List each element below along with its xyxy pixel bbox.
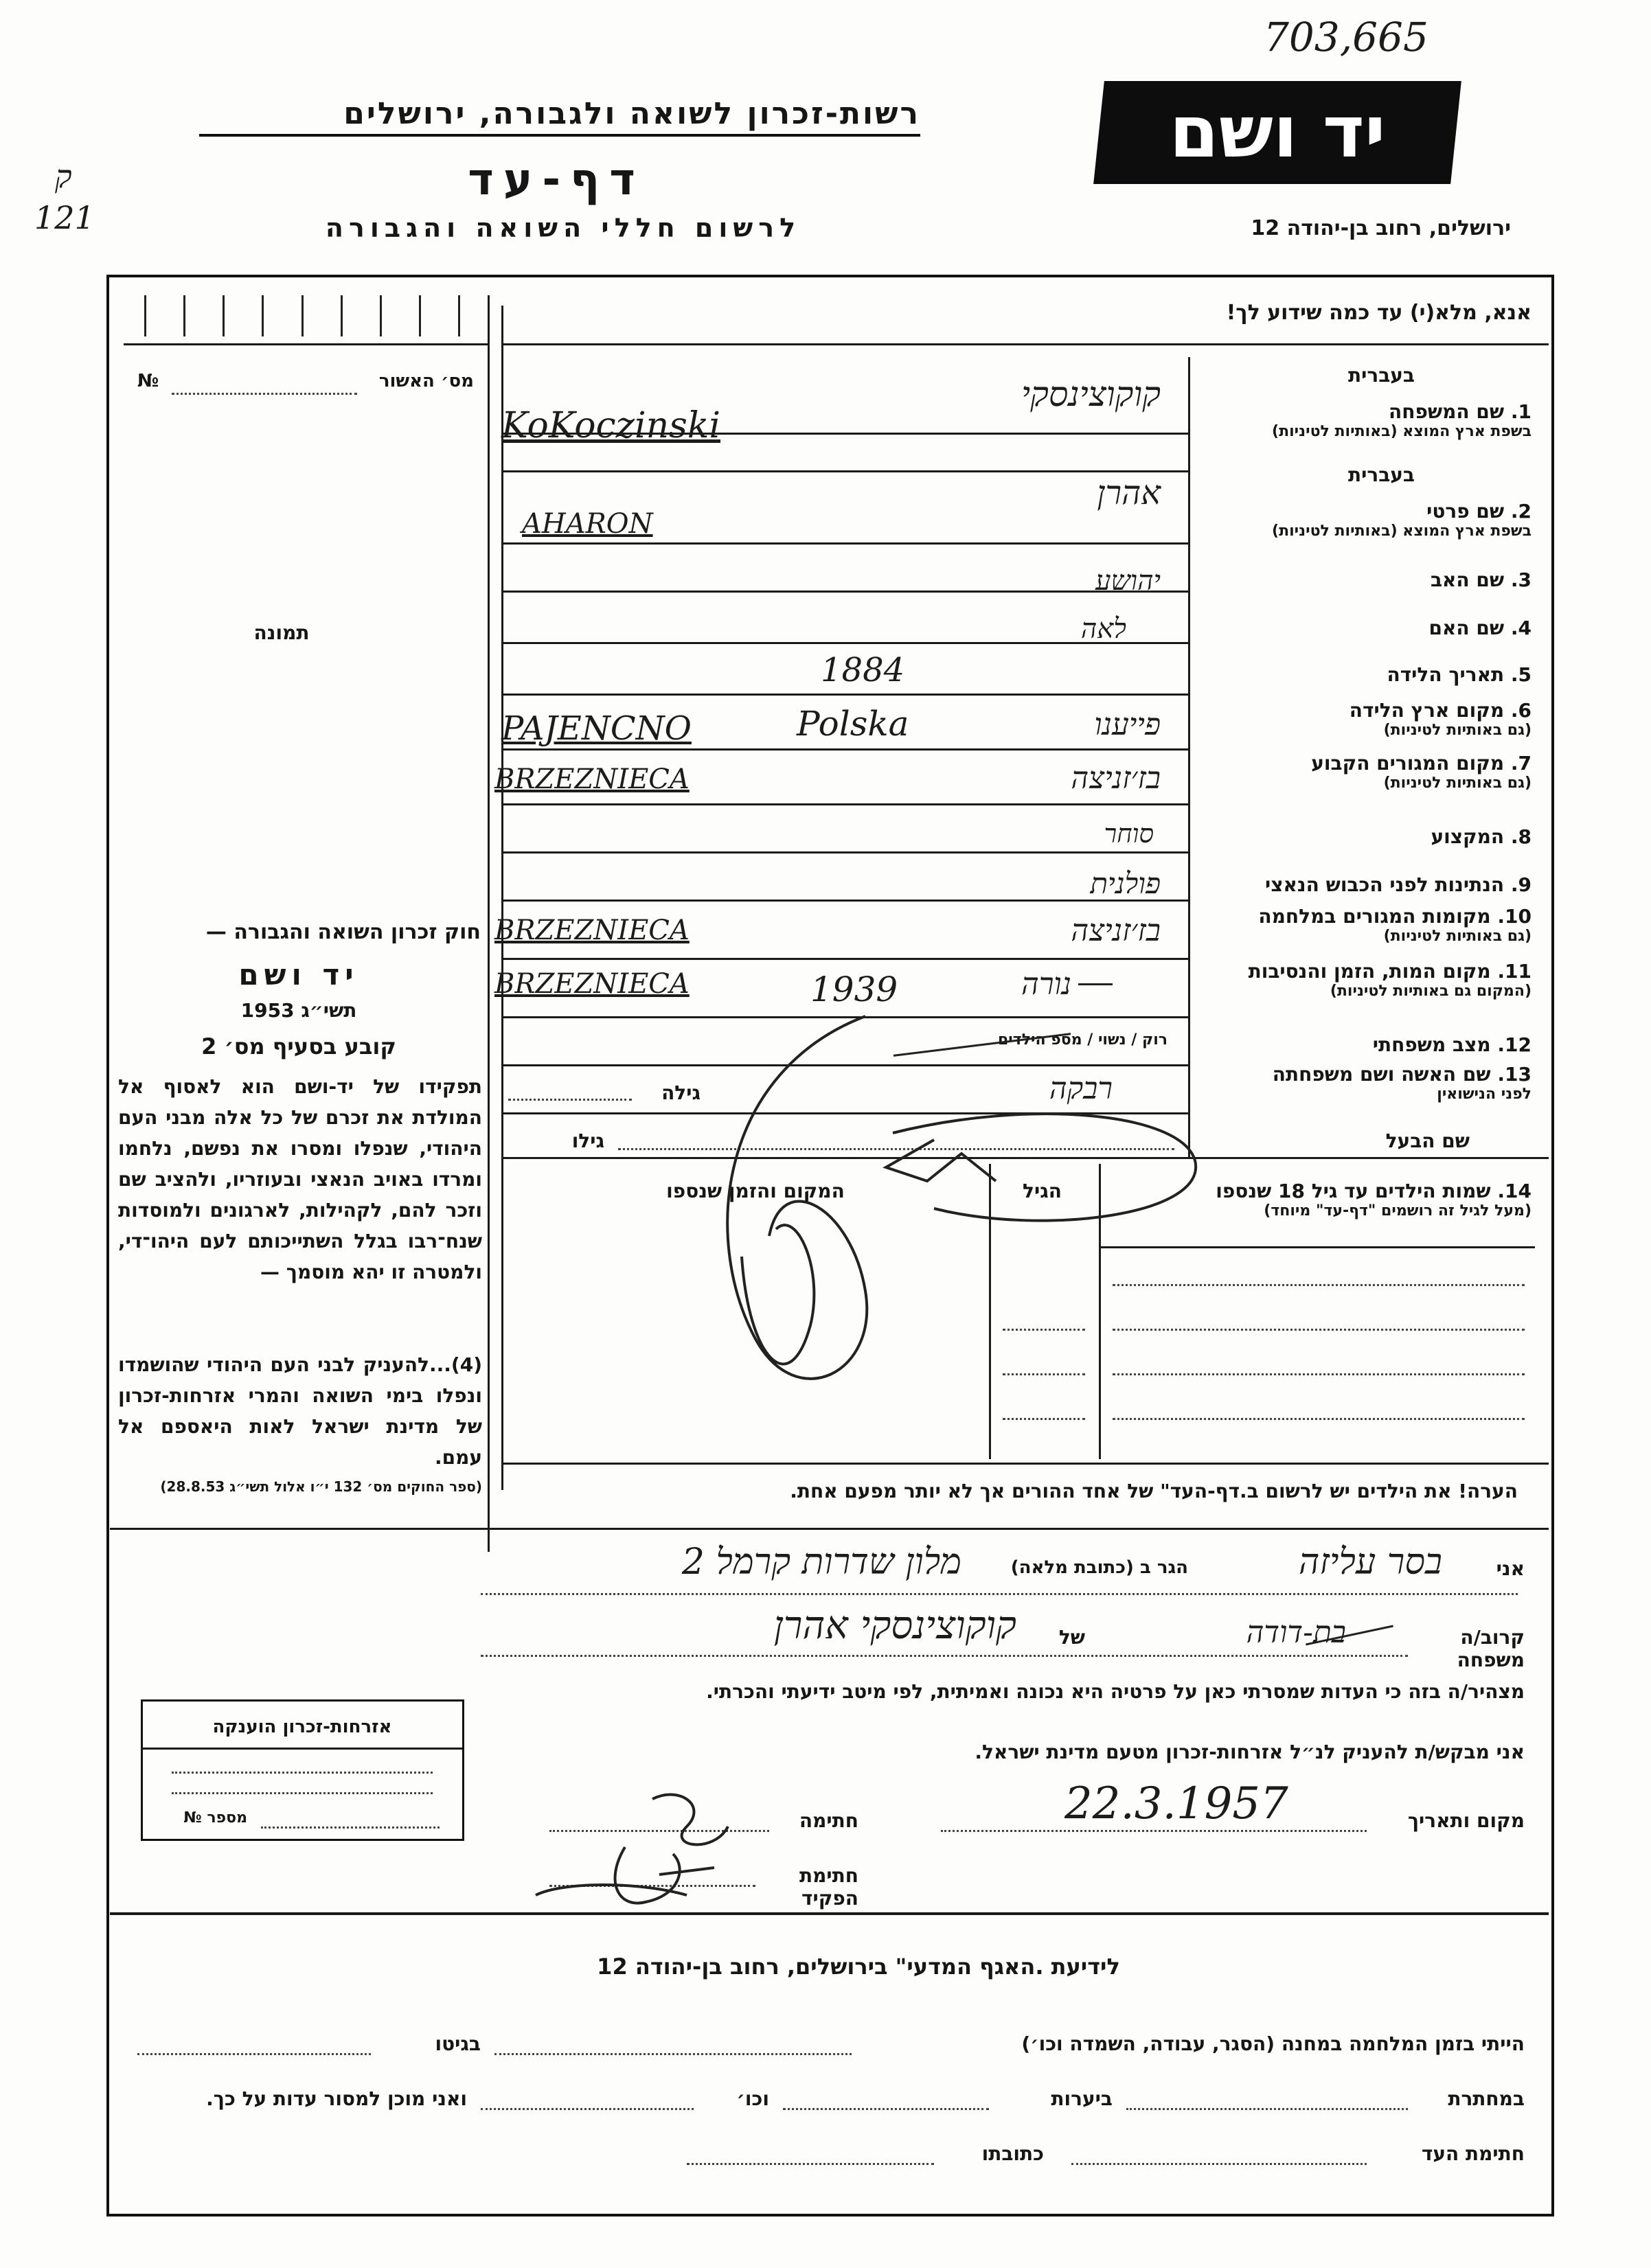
death-circumstances: נורה [1021, 967, 1071, 1002]
residence-latin: BRZEZNIECA [494, 764, 690, 795]
field-8-num: 8. [1510, 825, 1532, 848]
field-6-num: 6. [1510, 699, 1532, 722]
date-value: 22.3.1957 [1064, 1778, 1288, 1829]
field-2-label: שם פרטי [1426, 500, 1505, 523]
declaration-text: מצהיר/ה בזה כי העדות שמסרתי כאן על פרטיה היא נכונה ואמיתית, לפי מיטב ידיעתי והכרתי. [706, 1680, 1525, 1703]
footer-witness-dots [1071, 2163, 1367, 2165]
birthplace-country: Polska [797, 704, 909, 744]
footer-heading: לידיעת .האגף המדעי" בירושלים, רחוב בן-יהודה 12 [597, 1954, 1120, 1980]
field-11-label: מקום המות, הזמן והנסיבות [1248, 960, 1491, 983]
law-reference: (ספר החוקים מס׳ 132 י״ו אלול תשי״ג 28.8.53) [160, 1478, 482, 1495]
field-8-label: המקצוע [1431, 825, 1505, 848]
footer-etc: וכו׳ [736, 2087, 769, 2110]
law-year-he: תשי״ג [301, 999, 357, 1022]
children-label: שמות הילדים עד גיל 18 שנספו [1216, 1180, 1491, 1202]
husband-age-label: גילו [571, 1130, 604, 1152]
field-4-num: 4. [1510, 617, 1532, 639]
citizenship: פולנית [1090, 867, 1161, 900]
death-year: 1939 [810, 970, 898, 1009]
profession: סוחר [1104, 818, 1154, 849]
margin-note-top: ק [55, 158, 72, 195]
wartime-residence-hebrew: בז׳זניצה [1071, 913, 1161, 948]
law-text: תפקידו של יד-ושם הוא לאסוף אל המולדת את זכרם של כל אלה מבני העם היהודי, שנפלו ומסרו את נפשם, נלחמו ומרדו באויב הנאצי ובעוזריו, ולהציב שם וזכר להם, לקהילות, לארגונים ולמוסדות שנח־רבו בגלל השתייכותם לעם היהו־די, ולמטרה זו יהא מוסמך — [118, 1075, 482, 1283]
official-signature-stroke [615, 1847, 714, 1903]
scribble-stroke-4 [886, 1140, 996, 1181]
footer-ghetto-dots [137, 2053, 371, 2055]
field-10-sub: (גם באותיות לטיניות) [1383, 928, 1532, 945]
firstname-hebrew: אהרן [1097, 474, 1161, 512]
field-7-sub: (גם באותיות לטיניות) [1383, 775, 1532, 792]
signature-label: חתימה [799, 1809, 858, 1832]
field-6-label: מקום ארץ הלידה [1349, 699, 1505, 722]
field-2-hebrew-tag: בעברית [1347, 463, 1415, 486]
mother-name: לאה [1080, 613, 1126, 645]
archive-number: 703,665 [1264, 14, 1428, 60]
wife-age-label: גילה [661, 1081, 701, 1104]
field-5-label: תאריך הלידה [1387, 663, 1505, 686]
field-13-num: 13. [1497, 1063, 1532, 1086]
field-10-num: 10. [1497, 905, 1532, 928]
field-13-label: שם האשה ושם משפחתה [1272, 1063, 1491, 1086]
law-name: יד ושם [238, 958, 359, 992]
declarant-signature-stroke [652, 1795, 728, 1845]
footer-forests-dots [783, 2108, 989, 2110]
children-col-age: הגיל [1023, 1180, 1062, 1202]
field-1-sub: בשפת ארץ המוצא (באותיות לטיניות) [1272, 423, 1532, 440]
signature-marks [536, 1795, 728, 1903]
footer-line1-camp: הייתי בזמן המלחמה במחנה (הסגר, עבודה, השמדה וכו׳) [1021, 2032, 1525, 2055]
residence-hebrew: בז׳זניצה [1071, 761, 1161, 796]
field-13-sub: לפני הנישואין [1437, 1086, 1532, 1103]
footer-address-dots [687, 2163, 934, 2165]
surname-hebrew: קוקוצינסקי [1021, 374, 1161, 414]
header-address: ירושלים, רחוב בן-יהודה 12 [1251, 216, 1511, 240]
field-3-label: שם האב [1430, 569, 1505, 591]
law-heading: חוק זכרון השואה והגבורה — [205, 920, 481, 944]
declarant-address: מלון שדרות קרמל 2 [681, 1542, 961, 1583]
law-item-4: (4)...להעניק לבני העם היהודי שהושמדו ונפלו בימי השואה והמרי אזרחות-זכרון של מדינת ישראל לאות היאספם אל עמם. [118, 1353, 482, 1469]
field-10-label: מקומות המגורים במלחמה [1258, 905, 1491, 928]
field-11-sub: (המקום גם באותיות לטיניות) [1330, 983, 1532, 1000]
birth-date: 1884 [821, 651, 905, 689]
relation: בת-דודה [1246, 1615, 1346, 1650]
grant-box-title: אזרחות-זכרון הוענקה [212, 1717, 392, 1737]
of-name: קוקוצינסקי אהרן [773, 1603, 1016, 1648]
approval-label: מס׳ האשור [378, 371, 474, 391]
footer-underground: במחתרת [1448, 2087, 1525, 2110]
wartime-residence-latin: BRZEZNIECA [494, 915, 690, 946]
footer-top-rule [110, 1912, 1549, 1915]
field-2-num: 2. [1510, 500, 1532, 523]
children-num: 14. [1497, 1180, 1532, 1202]
field-7-label: מקום המגורים הקבוע [1311, 752, 1505, 775]
law-clause: קובע בסעיף מס׳ 2 [201, 1033, 396, 1059]
official-signature-label: חתימת הפקיד [799, 1864, 858, 1910]
relative-label: קרוב/ה משפחה [1457, 1626, 1525, 1671]
field-12-num: 12. [1497, 1033, 1532, 1056]
field-4-label: שם האם [1428, 617, 1505, 639]
field-1-label: שם המשפחה [1389, 400, 1505, 423]
father-name: יהושע [1095, 565, 1161, 597]
place-date-label: מקום ותאריך [1407, 1809, 1525, 1832]
surname-latin: KoKoczinski [501, 405, 720, 446]
footer-camp-dots [494, 2053, 852, 2055]
grant-no-label: מספר № [183, 1809, 247, 1826]
birthplace-latin: PAJENCNO [501, 709, 692, 748]
photo-label: תמונה [253, 621, 310, 644]
field-9-label: הנתינות לפני הכבוש הנאצי [1265, 873, 1505, 896]
scribble-stroke-3 [742, 1225, 814, 1364]
margin-note-bottom: 121 [34, 199, 95, 236]
field-12-label: מצב משפחתי [1372, 1033, 1491, 1056]
footer-address-label: כתובתו [981, 2142, 1044, 2165]
field-5-num: 5. [1510, 663, 1532, 686]
footer-forests: ביערות [1051, 2087, 1113, 2110]
page-title: דף-עד [468, 154, 645, 205]
children-sub: (מעל לגיל זה רושמים "דף-עד" מיוחד) [1264, 1202, 1532, 1219]
footer-underground-dots [1126, 2108, 1408, 2110]
birthplace-hebrew: פייענו [1094, 707, 1161, 742]
declarant-name: בסר עליזה [1298, 1542, 1442, 1583]
scribble-stroke-2 [893, 1114, 1196, 1220]
field-1-num: 1. [1510, 400, 1532, 423]
death-place-latin: BRZEZNIECA [494, 968, 690, 1000]
authority-name: רשות-זכרון לשואה ולגבורה, ירושלים [199, 96, 920, 137]
wife-name: רבקה [1049, 1071, 1113, 1106]
request-text: אני מבקש/ת להעניק לנ״ל אזרחות-זכרון מטעם מדינת ישראל. [975, 1741, 1525, 1763]
law-year-greg: 1953 [240, 999, 295, 1022]
husband-label: שם הבעל [1385, 1130, 1470, 1152]
footer-etc-dots [481, 2108, 694, 2110]
of-label: של [1058, 1626, 1085, 1649]
declarant-resides-label: הגר ב (כתובת מלאה) [1010, 1557, 1188, 1578]
field-7-num: 7. [1510, 752, 1532, 775]
marital-status-hint: רוק / נשוי / מספ הילדים [997, 1031, 1168, 1049]
field-6-sub: (גם באותיות לטיניות) [1383, 722, 1532, 739]
field-1-hebrew-tag: בעברית [1347, 364, 1415, 387]
declarant-i-label: אני [1496, 1557, 1525, 1580]
footer-testimony: ואני מוכן למסור עדות על כך. [206, 2087, 467, 2110]
field-3-num: 3. [1510, 569, 1532, 591]
field-11-num: 11. [1497, 960, 1532, 983]
footer-witness-signature: חתימת העד [1421, 2142, 1525, 2165]
firstname-latin: AHARON [522, 508, 653, 540]
children-note: הערה! את הילדים יש לרשום ב.דף-העד" של אחד ההורים אך לא יותר מפעם אחת. [790, 1480, 1518, 1502]
approval-no: № [137, 371, 159, 391]
yad-vashem-logo: יד ושם [1169, 90, 1386, 174]
page-subtitle: לרשום חללי השואה והגבורה [325, 213, 801, 243]
intro-text: אנא, מלא(י) עד כמה שידוע לך! [1226, 301, 1532, 325]
scribble-stroke-1 [727, 1016, 867, 1379]
field-2-sub: בשפת ארץ המוצא (באותיות לטיניות) [1272, 523, 1532, 540]
field-9-num: 9. [1510, 873, 1532, 896]
children-col-place: המקום והזמן שנספו [666, 1180, 845, 1202]
footer-line1-ghetto: בגיטו [435, 2032, 481, 2055]
large-scribble-x [727, 1016, 1196, 1379]
